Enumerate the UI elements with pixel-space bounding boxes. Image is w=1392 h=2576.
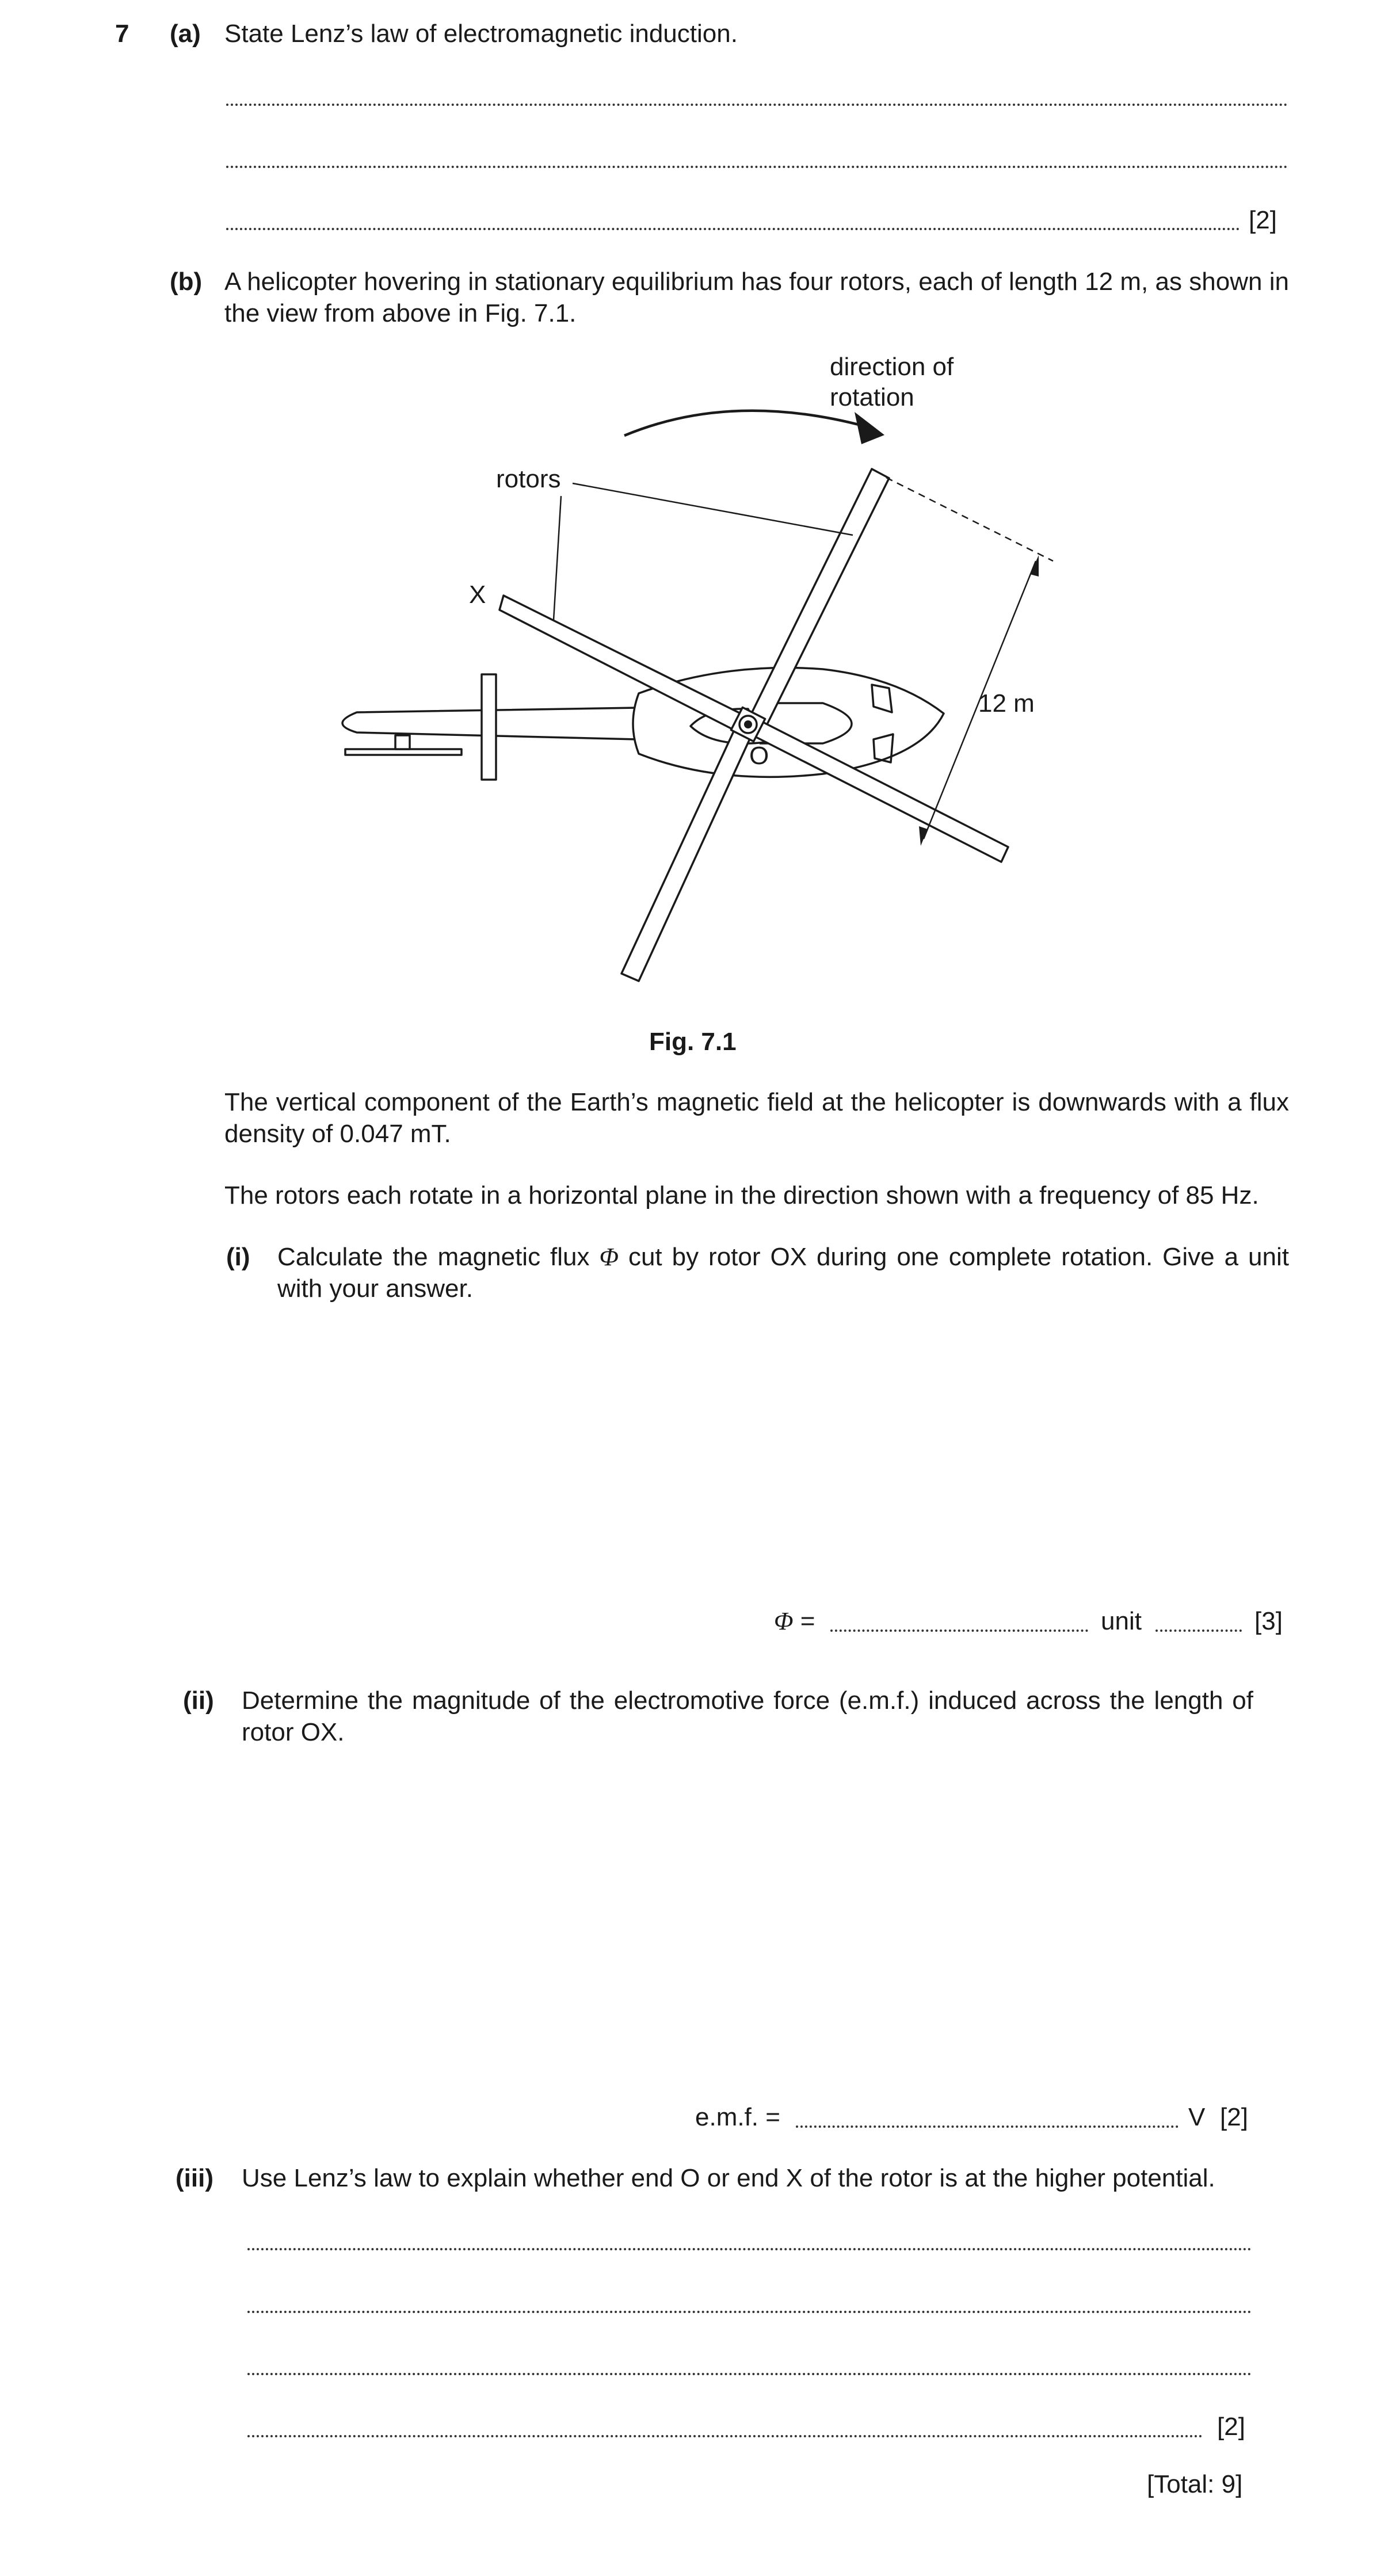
sub-iii-marks: [2] — [1217, 2413, 1245, 2441]
direction-arrow-curve — [624, 411, 863, 436]
sub-i-marks: [3] — [1254, 1607, 1283, 1635]
answer-phi-symbol: Φ — [774, 1607, 794, 1635]
label-length: 12 m — [978, 689, 1035, 718]
sub-ii-unit: V — [1188, 2103, 1206, 2131]
sub-ii-question: Determine the magnitude of the electromotive force (e.m.f.) induced across the length of rotor OX. — [242, 1686, 1253, 1746]
label-direction-line2: rotation — [830, 383, 914, 411]
part-b-intro: A helicopter hovering in stationary equilibrium has four rotors, each of length 12 m, as shown in the view from above in Fig. 7.1. — [224, 268, 1289, 327]
sub-i-text-before: Calculate the magnetic flux — [277, 1243, 600, 1271]
sub-i-question — [277, 1241, 1289, 1304]
sub-iii-label: (iii) — [176, 2164, 213, 2192]
total-marks: [Total: 9] — [1147, 2470, 1243, 2498]
rotors-leader-2 — [554, 496, 561, 620]
sub-i-unit-answer-line[interactable] — [1155, 1629, 1242, 1632]
part-a-marks: [2] — [1249, 206, 1277, 234]
question-number: 7 — [115, 20, 129, 48]
sub-i-flux-answer-line[interactable] — [830, 1629, 1088, 1632]
sub-ii-label: (ii) — [183, 1686, 214, 1715]
sub-ii-marks: [2] — [1220, 2103, 1248, 2131]
figure-caption: Fig. 7.1 — [649, 1028, 737, 1056]
rotors-leader-1 — [573, 483, 853, 535]
answer-line-iii-2[interactable] — [247, 2311, 1252, 2313]
answer-line-a-3[interactable] — [226, 228, 1240, 230]
length-arrow-head-top — [1030, 555, 1039, 577]
label-direction-line1: direction of — [830, 353, 954, 381]
tail-rotor-hub — [395, 735, 410, 749]
sub-iii-question: Use Lenz’s law to explain whether end O or end X of the rotor is at the higher potential. — [242, 2164, 1215, 2192]
length-arrow-head-bottom — [919, 826, 928, 846]
direction-arrow-head — [855, 412, 884, 444]
phi-symbol: Φ — [599, 1243, 619, 1271]
answer-line-iii-1[interactable] — [247, 2248, 1252, 2250]
part-a-label: (a) — [170, 20, 201, 48]
label-rotors: rotors — [496, 465, 561, 493]
answer-line-a-2[interactable] — [226, 166, 1288, 168]
sub-ii-emf-answer-line[interactable] — [796, 2125, 1179, 2128]
answer-equals: = — [793, 1607, 815, 1635]
sub-i-unit-label: unit — [1101, 1607, 1142, 1635]
label-o: O — [749, 742, 769, 770]
sub-i-label: (i) — [226, 1243, 250, 1271]
label-x: X — [469, 581, 486, 609]
dashed-extension-line — [886, 478, 1053, 561]
tail-stabiliser — [482, 674, 496, 780]
answer-line-a-1[interactable] — [226, 104, 1288, 106]
part-b-paragraph-2: The rotors each rotate in a horizontal plane in the direction shown with a frequency of 85 Hz. — [224, 1181, 1259, 1209]
sub-i-text-after: cut by rotor OX during one complete rotation. Give a unit with your answer. — [277, 1243, 1289, 1303]
answer-line-iii-4[interactable] — [247, 2435, 1203, 2437]
fig-7-1-helicopter-diagram — [334, 351, 1105, 1013]
sub-ii-answer-label: e.m.f. = — [695, 2103, 780, 2131]
part-b-paragraph-1: The vertical component of the Earth’s magnetic field at the helicopter is downwards with a flux density of 0.047 mT. — [224, 1088, 1289, 1148]
hub-centre — [744, 720, 752, 728]
part-b-label: (b) — [170, 268, 203, 296]
part-a-question: State Lenz’s law of electromagnetic induction. — [224, 20, 738, 48]
sub-i-answer-prompt — [774, 1605, 815, 1637]
answer-line-iii-3[interactable] — [247, 2373, 1252, 2375]
